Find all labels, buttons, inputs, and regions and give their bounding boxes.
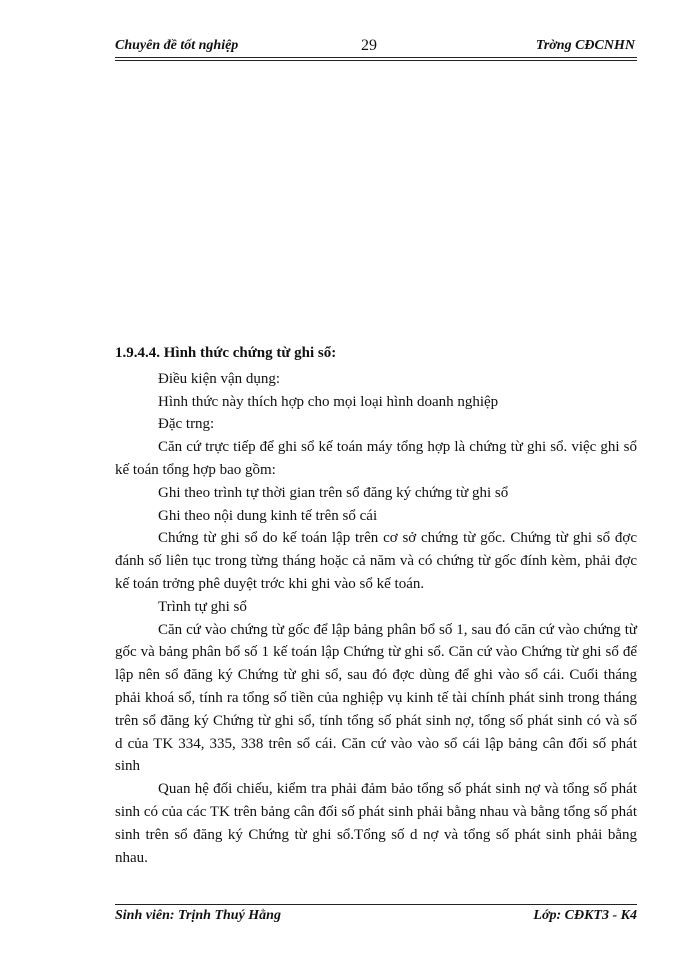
paragraph-procedure-label: Trình tự ghi sổ — [158, 598, 247, 615]
paragraph-record-by-content: Ghi theo nội dung kinh tế trên sổ cái — [158, 507, 378, 524]
header-rule-double — [115, 60, 637, 61]
footer-student-name: Sinh viên: Trịnh Thuý Hằng — [115, 908, 281, 923]
section-heading: 1.9.4.4. Hình thức chứng từ ghi sổ: — [115, 345, 337, 361]
footer-class-name: Lớp: CĐKT3 - K4 — [533, 908, 637, 923]
paragraph-features-label: Đặc trng: — [158, 416, 215, 433]
paragraph-conditions: Hình thức này thích hợp cho mọi loại hình doanh nghiệp — [158, 393, 499, 410]
page-number: 29 — [361, 37, 377, 54]
header-school-name: Trờng CĐCNHN — [535, 38, 635, 53]
paragraph-conditions-label: Điều kiện vận dụng: — [158, 370, 281, 387]
footer-rule — [115, 904, 637, 905]
paragraph-procedure: Căn cứ vào chứng từ gốc để lập bảng phân bổ số 1, sau đó căn cứ vào chứng từ gốc và bảng phân bổ số 1 kế toán lập Chứng từ ghi sổ. Căn cứ vào Chứng từ ghi sổ để lập nên sổ đăng ký Chứng từ ghi sổ, sau đó đợc dùng để ghi vào sổ cái. Cuối tháng phải khoá sổ, tính ra tổng số tiền của nghiệp vụ kinh tế tài chính phát sinh trong tháng trên sổ đăng ký Chứng từ ghi sổ, tính tổng số phát sinh nợ, tổng số phát sinh có và số d của TK 334, 335, 338 trên sổ cái. Căn cứ vào vào sổ cái lập bảng cân đối số phát sinh — [115, 621, 637, 775]
paragraph-reconciliation: Quan hệ đối chiếu, kiểm tra phải đảm bảo tổng số phát sinh nợ và tổng số phát sinh có của các TK trên bảng cân đối số phát sinh phải bằng nhau và bằng tổng số phát sinh trên sổ đăng ký Chứng từ ghi sổ.Tổng số d nợ và tổng số phát sinh phải bằng nhau. — [115, 781, 637, 866]
page-header — [115, 38, 635, 58]
paragraph-features: Căn cứ trực tiếp để ghi sổ kế toán máy tổng hợp là chứng từ ghi sổ. việc ghi sổ kế toán tổng hợp bao gồm: — [115, 439, 637, 478]
paragraph-voucher-description: Chứng từ ghi sổ do kế toán lập trên cơ sở chứng từ gốc. Chứng từ ghi sổ đợc đánh số liên tục trong từng tháng hoặc cả năm và có chứng từ gốc đính kèm, phải đợc kế toán trởng phê duyệt trớc khi ghi vào sổ kế toán. — [115, 530, 637, 592]
page-body — [115, 340, 637, 869]
page-footer — [115, 908, 637, 928]
header-document-type: Chuyên đề tốt nghiệp — [115, 38, 239, 53]
header-rule — [115, 57, 637, 58]
paragraph-record-by-time: Ghi theo trình tự thời gian trên sổ đăng ký chứng từ ghi sổ — [158, 484, 509, 501]
